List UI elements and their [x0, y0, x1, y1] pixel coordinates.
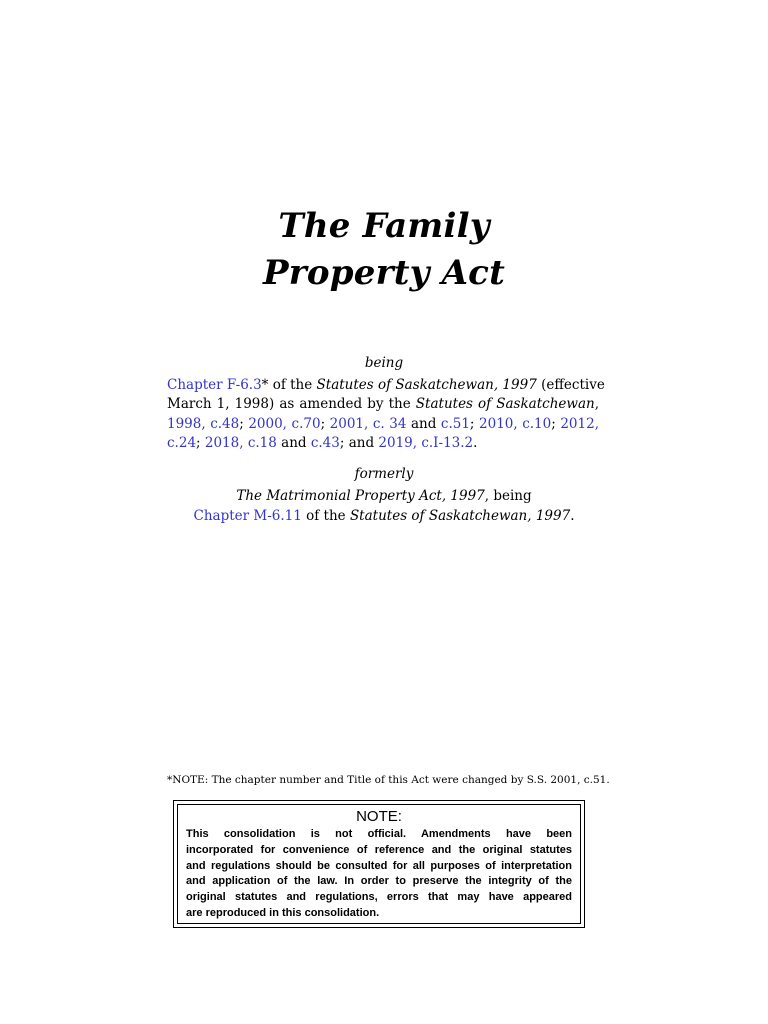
former-act-name: The Matrimonial Property Act, 1997 — [236, 488, 485, 504]
amendment-2001-c51-link[interactable]: c.51 — [440, 415, 470, 432]
separator: ; — [551, 415, 561, 432]
note-inner-border — [177, 804, 581, 924]
enactment-line-3 — [167, 415, 599, 434]
separator: and — [406, 415, 441, 432]
former-act-block — [0, 487, 768, 526]
title-line-2: Property Act — [263, 253, 505, 293]
amendment-2001-c34-link[interactable]: 2001, c. 34 — [329, 415, 407, 432]
note-line: original statutes and regulations, errors that may have appeared — [186, 891, 572, 904]
enactment-line-4 — [167, 434, 599, 453]
note-line: incorporated for convenience of reference and the original statutes — [186, 843, 572, 856]
chapter-change-footnote: *NOTE: The chapter number and Title of this Act were changed by S.S. 2001, c.51. — [167, 774, 610, 786]
chapter-f-6-3-link[interactable]: Chapter F-6.3 — [167, 377, 262, 393]
former-being: , being — [484, 488, 532, 504]
enactment-text: * of the — [261, 377, 317, 393]
amendment-2010-link[interactable]: 2010, c.10 — [479, 415, 552, 432]
former-act-line-2 — [0, 507, 768, 527]
amendment-2019-link[interactable]: 2019, c.I-13.2 — [378, 434, 474, 451]
separator: ; and — [339, 434, 379, 451]
consolidation-note-box — [173, 800, 585, 928]
enactment-text: March 1, 1998) as amended by the — [167, 396, 416, 413]
note-line: are reproduced in this consolidation. — [186, 906, 380, 919]
former-period: . — [570, 507, 575, 524]
amendment-2012-link[interactable]: 2012, — [560, 415, 599, 432]
enactment-text: (effective — [536, 377, 605, 393]
chapter-m-6-11-link[interactable]: Chapter M-6.11 — [193, 507, 302, 524]
formerly-label: formerly — [354, 466, 414, 482]
amendment-2018-c43-link[interactable]: c.43 — [310, 434, 340, 451]
separator: . — [473, 434, 478, 451]
amendment-2018-c18-link[interactable]: 2018, c.18 — [204, 434, 277, 451]
separator: and — [276, 434, 311, 451]
title-line-1: The Family — [278, 206, 490, 246]
note-heading: NOTE: — [356, 808, 402, 825]
enactment-paragraph — [167, 376, 605, 453]
amendment-2000-link[interactable]: 2000, c.70 — [248, 415, 321, 432]
separator: ; — [239, 415, 249, 432]
former-of-the: of the — [301, 507, 350, 524]
separator: ; — [196, 434, 205, 451]
separator: ; — [469, 415, 480, 432]
document-title — [0, 203, 768, 297]
enactment-line-1 — [167, 376, 605, 395]
being-label: being — [364, 355, 404, 371]
note-line: and application of the law. In order to preserve the integrity of the — [186, 875, 572, 888]
note-line: This consolidation is not official. Amendments have been — [186, 828, 572, 840]
statutes-title: Statutes of Saskatchewan, 1997 — [316, 377, 537, 393]
enactment-line-2 — [167, 395, 599, 414]
separator: ; — [320, 415, 330, 432]
enactment-text: , — [594, 396, 599, 413]
statutes-title: Statutes of Saskatchewan — [415, 396, 595, 413]
amendment-1998-link[interactable]: 1998, c.48 — [167, 415, 240, 432]
amendment-2012-c24-link[interactable]: c.24 — [167, 434, 197, 451]
former-statutes-title: Statutes of Saskatchewan, 1997 — [349, 507, 571, 524]
note-line: and regulations should be consulted for all purposes of interpretation — [186, 859, 572, 872]
former-act-line-1 — [0, 487, 768, 507]
note-text — [186, 827, 572, 922]
